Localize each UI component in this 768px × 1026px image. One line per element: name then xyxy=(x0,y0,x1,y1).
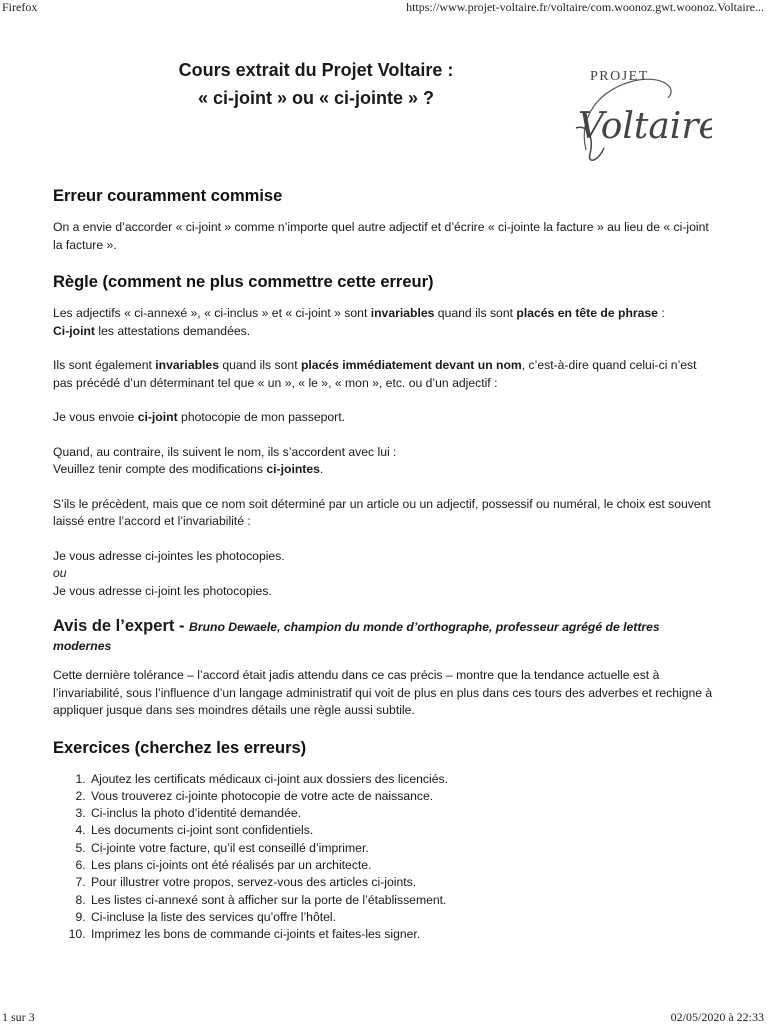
list-item: 2. Vous trouverez ci-jointe photocopie de votre acte de naissance. xyxy=(89,788,715,805)
title-line-1: Cours extrait du Projet Voltaire : xyxy=(178,60,454,80)
logo-projet-text: PROJET xyxy=(590,69,649,84)
list-item: 9. Ci-incluse la liste des services qu’offre l’hôtel. xyxy=(89,909,715,926)
projet-voltaire-logo xyxy=(568,58,712,168)
list-item: 7. Pour illustrer votre propos, servez-vous des articles ci-joints. xyxy=(89,874,715,891)
section-title-expert: Avis de l’expert - Bruno Dewaele, champion du monde d’orthographe, professeur agrégé de lettres modernes xyxy=(53,617,660,653)
exercise-list xyxy=(53,771,715,944)
section-title-erreur: Erreur couramment commise xyxy=(53,187,283,205)
list-item: 5. Ci-jointe votre facture, qu’il est conseillé d’imprimer. xyxy=(89,840,715,857)
list-item: 6. Les plans ci-joints ont été réalisés par un architecte. xyxy=(89,857,715,874)
print-header xyxy=(0,0,768,16)
section-title-regle: Règle (comment ne plus commettre cette erreur) xyxy=(53,273,434,291)
print-datetime: 02/05/2020 à 22:33 xyxy=(670,1010,764,1024)
browser-name: Firefox xyxy=(2,0,38,14)
regle-paragraph-2: Ils sont également invariables quand ils sont placés immédiatement devant un nom, c’est-à-dire quand celui-ci n’est pas précédé d’un déterminant tel que « un », « le », « mon », etc. ou d’un adjectif : xyxy=(53,358,697,390)
regle-paragraph-4: S’ils le précèdent, mais que ce nom soit déterminé par un article ou un adjectif, possessif ou numéral, le choix est souvent laissé entre l’accord et l’invariabilité : xyxy=(53,496,711,528)
title-line-2: « ci-joint » ou « ci-jointe » ? xyxy=(197,88,435,108)
regle-paragraph-3: Quand, au contraire, ils suivent le nom, ils s’accordent avec lui : Veuillez tenir compte des modifications ci-jointes. xyxy=(53,444,397,476)
course-content xyxy=(53,185,715,943)
erreur-paragraph: On a envie d’accorder « ci-joint » comme n’importe quel autre adjectif et d’écrire « ci-jointe la facture » au lieu de « ci-joint la facture ». xyxy=(53,220,709,252)
page-url: https://www.projet-voltaire.fr/voltaire/com.woonoz.gwt.woonoz.Voltaire... xyxy=(406,0,764,14)
regle-paragraph-1: Les adjectifs « ci-annexé », « ci-inclus » et « ci-joint » sont invariables quand ils sont placés en tête de phrase : Ci-joint les attestations demandées. xyxy=(53,306,665,338)
regle-examples-2: Je vous adresse ci-jointes les photocopies. ou Je vous adresse ci-joint les photocopies. xyxy=(53,548,285,598)
expert-paragraph: Cette dernière tolérance – l’accord était jadis attendu dans ce cas précis – montre que la tendance actuelle est à l’invariabilité, sous l’influence d’un langage administratif qui voit de plus en plus dans ces tours des adverbes et rechigne à appliquer jusque dans ses moindres détails une règle aussi subtile. xyxy=(53,668,713,717)
logo-voltaire-text: Voltaire xyxy=(578,106,712,147)
section-title-exercices: Exercices (cherchez les erreurs) xyxy=(53,738,307,757)
page-counter: 1 sur 3 xyxy=(2,1010,35,1024)
expert-author: Bruno Dewaele, champion du monde d’orthographe, professeur agrégé de lettres modernes xyxy=(53,620,660,653)
list-item: 4. Les documents ci-joint sont confidentiels. xyxy=(89,822,715,839)
list-item: 3. Ci-inclus la photo d’identité demandée. xyxy=(89,805,715,822)
regle-example-1: Je vous envoie ci-joint photocopie de mon passeport. xyxy=(53,410,346,424)
list-item: 8. Les listes ci-annexé sont à afficher sur la porte de l’établissement. xyxy=(89,892,715,909)
page-title xyxy=(100,56,532,112)
list-item: 1. Ajoutez les certificats médicaux ci-joint aux dossiers des licenciés. xyxy=(89,771,715,788)
list-item: 10. Imprimez les bons de commande ci-joints et faites-les signer. xyxy=(89,926,715,943)
